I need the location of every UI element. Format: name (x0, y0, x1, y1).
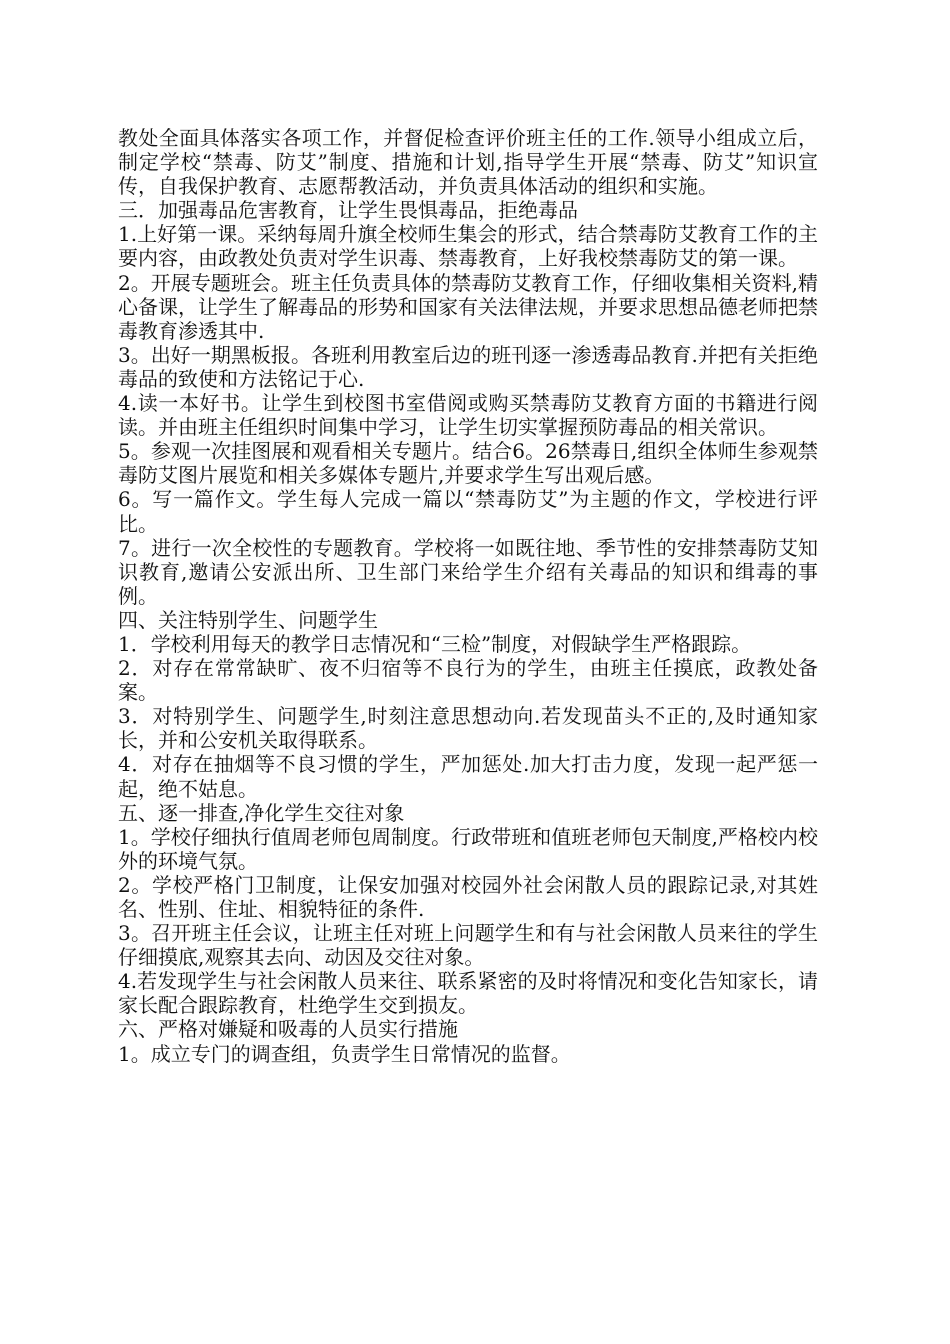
list-item-5-1: 1。学校仔细执行值周老师包周制度。行政带班和值班老师包天制度,严格校内校外的环境气氛。 (118, 824, 818, 873)
list-item-3-1: 1.上好第一课。采纳每周升旗全校师生集会的形式，结合禁毒防艾教育工作的主要内容，由政教处负责对学生识毒、禁毒教育，上好我校禁毒防艾的第一课。 (118, 222, 818, 271)
list-item-4-4: 4．对存在抽烟等不良习惯的学生，严加惩处.加大打击力度，发现一起严惩一起，绝不姑息。 (118, 752, 818, 801)
list-item-4-2: 2．对存在常常缺旷、夜不归宿等不良行为的学生，由班主任摸底，政教处备案。 (118, 656, 818, 705)
list-item-3-5: 5。参观一次挂图展和观看相关专题片。结合6。26禁毒日,组织全体师生参观禁毒防艾图片展览和相关多媒体专题片,并要求学生写出观后感。 (118, 439, 818, 488)
list-item-4-3: 3．对特别学生、问题学生,时刻注意思想动向.若发现苗头不正的,及时通知家长，并和公安机关取得联系。 (118, 704, 818, 753)
section-heading-6: 六、严格对嫌疑和吸毒的人员实行措施 (118, 1017, 458, 1042)
paragraph-intro-continued: 教处全面具体落实各项工作，并督促检查评价班主任的工作.领导小组成立后，制定学校“禁毒、防艾”制度、措施和计划,指导学生开展“禁毒、防艾”知识宣传，自我保护教育、志愿帮教活动，并负责具体活动的组织和实施。 (118, 126, 818, 199)
list-item-3-2: 2。开展专题班会。班主任负责具体的禁毒防艾教育工作，仔细收集相关资料,精心备课，让学生了解毒品的形势和国家有关法律法规，并要求思想品德老师把禁毒教育渗透其中. (118, 270, 818, 343)
list-item-3-7: 7。进行一次全校性的专题教育。学校将一如既往地、季节性的安排禁毒防艾知识教育,邀请公安派出所、卫生部门来给学生介绍有关毒品的知识和缉毒的事例。 (118, 535, 818, 608)
section-heading-5: 五、逐一排查,净化学生交往对象 (118, 800, 405, 825)
section-heading-4: 四、关注特别学生、问题学生 (118, 607, 378, 632)
list-item-5-4: 4.若发现学生与社会闲散人员来往、联系紧密的及时将情况和变化告知家长，请家长配合跟踪教育，杜绝学生交到损友。 (118, 969, 818, 1018)
list-item-5-3: 3。召开班主任会议，让班主任对班上问题学生和有与社会闲散人员来往的学生仔细摸底,观察其去向、动因及交往对象。 (118, 921, 818, 970)
list-item-3-3: 3。出好一期黑板报。各班利用教室后边的班刊逐一渗透毒品教育.并把有关拒绝毒品的致使和方法铭记于心. (118, 342, 818, 391)
list-item-3-4: 4.读一本好书。让学生到校图书室借阅或购买禁毒防艾教育方面的书籍进行阅读。并由班主任组织时间集中学习，让学生切实掌握预防毒品的相关常识。 (118, 391, 818, 440)
list-item-4-1: 1．学校利用每天的教学日志情况和“三检”制度，对假缺学生严格跟踪。 (118, 631, 752, 656)
list-item-6-1: 1。成立专门的调查组，负责学生日常情况的监督。 (118, 1041, 571, 1066)
document-body (118, 126, 818, 1066)
list-item-5-2: 2。学校严格门卫制度，让保安加强对校园外社会闲散人员的跟踪记录,对其姓名、性别、住址、相貌特征的条件. (118, 872, 818, 921)
section-heading-3: 三．加强毒品危害教育，让学生畏惧毒品，拒绝毒品 (118, 198, 578, 223)
list-item-3-6: 6。写一篇作文。学生每人完成一篇以“禁毒防艾”为主题的作文，学校进行评比。 (118, 487, 818, 536)
